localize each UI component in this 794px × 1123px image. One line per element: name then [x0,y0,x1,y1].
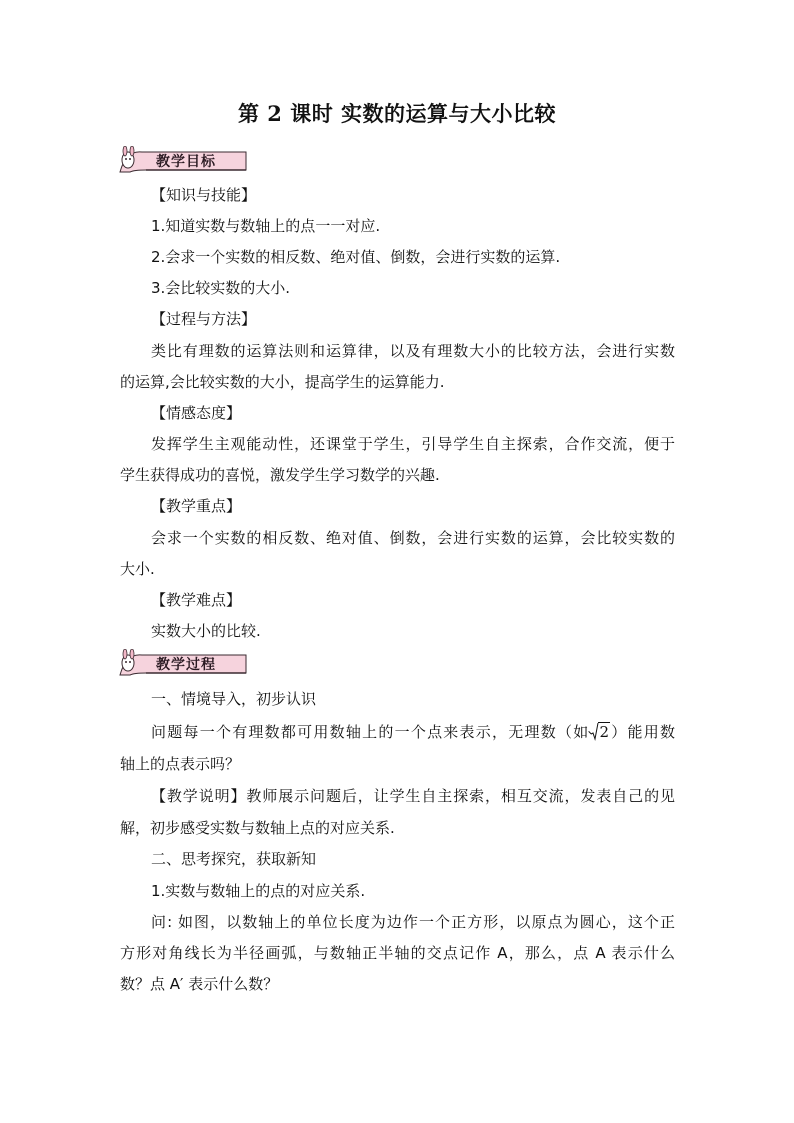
paragraph: 类比有理数的运算法则和运算律，以及有理数大小的比较方法，会进行实数 [151,342,675,360]
heading-knowledge: 【知识与技能】 [151,186,257,204]
paragraph: 1.知道实数与数轴上的点一一对应. [151,217,381,235]
radical-sign-icon [591,723,599,741]
paragraph: 学生获得成功的喜悦，激发学生学习数学的兴趣. [120,466,440,484]
paragraph: 1.实数与数轴上的点的对应关系. [151,882,366,900]
paragraph: 3.会比较实数的大小. [151,279,291,297]
paragraph-with-sqrt [151,722,675,742]
text-span: 问题每一个有理数都可用数轴上的一个点来表示，无理数（如 [151,723,590,741]
paragraph: 解，初步感受实数与数轴上点的对应关系. [120,819,395,837]
paragraph: 方形对角线长为半径画弧，与数轴正半轴的交点记作 A，那么，点 A 表示什么 [120,944,675,962]
subheading: 二、思考探究，获取新知 [151,850,317,868]
paragraph: 数？点 A′ 表示什么数？ [120,975,279,993]
section-banner-process [116,649,250,677]
subheading: 一、情境导入，初步认识 [151,690,317,708]
page-title: 第 2 课时 实数的运算与大小比较 [237,101,557,126]
heading-attitude: 【情感态度】 [151,404,242,422]
heading-difficulty: 【教学难点】 [151,591,242,609]
sqrt-expression [589,722,610,742]
paragraph: 会求一个实数的相反数、绝对值、倒数，会进行实数的运算，会比较实数的 [151,529,675,547]
paragraph: 实数大小的比较. [151,622,261,640]
heading-focus: 【教学重点】 [151,497,242,515]
paragraph: 轴上的点表示吗？ [120,755,241,773]
paragraph: 2.会求一个实数的相反数、绝对值、倒数，会进行实数的运算. [151,248,561,266]
text-span: ）能用数 [610,723,675,741]
paragraph: 【教学说明】教师展示问题后，让学生自主探索，相互交流，发表自己的见 [151,787,675,805]
paragraph: 的运算,会比较实数的大小，提高学生的运算能力. [120,373,445,391]
paragraph: 大小. [120,560,155,578]
paragraph: 发挥学生主观能动性，还课堂于学生，引导学生自主探索，合作交流，便于 [151,435,675,453]
section-label: 教学过程 [156,657,216,673]
section-label: 教学目标 [156,154,216,170]
paragraph: 问: 如图，以数轴上的单位长度为边作一个正方形，以原点为圆心，这个正 [151,913,675,931]
section-banner-goals [116,146,250,174]
sqrt-value: 2 [599,723,610,741]
heading-process-method: 【过程与方法】 [151,310,257,328]
